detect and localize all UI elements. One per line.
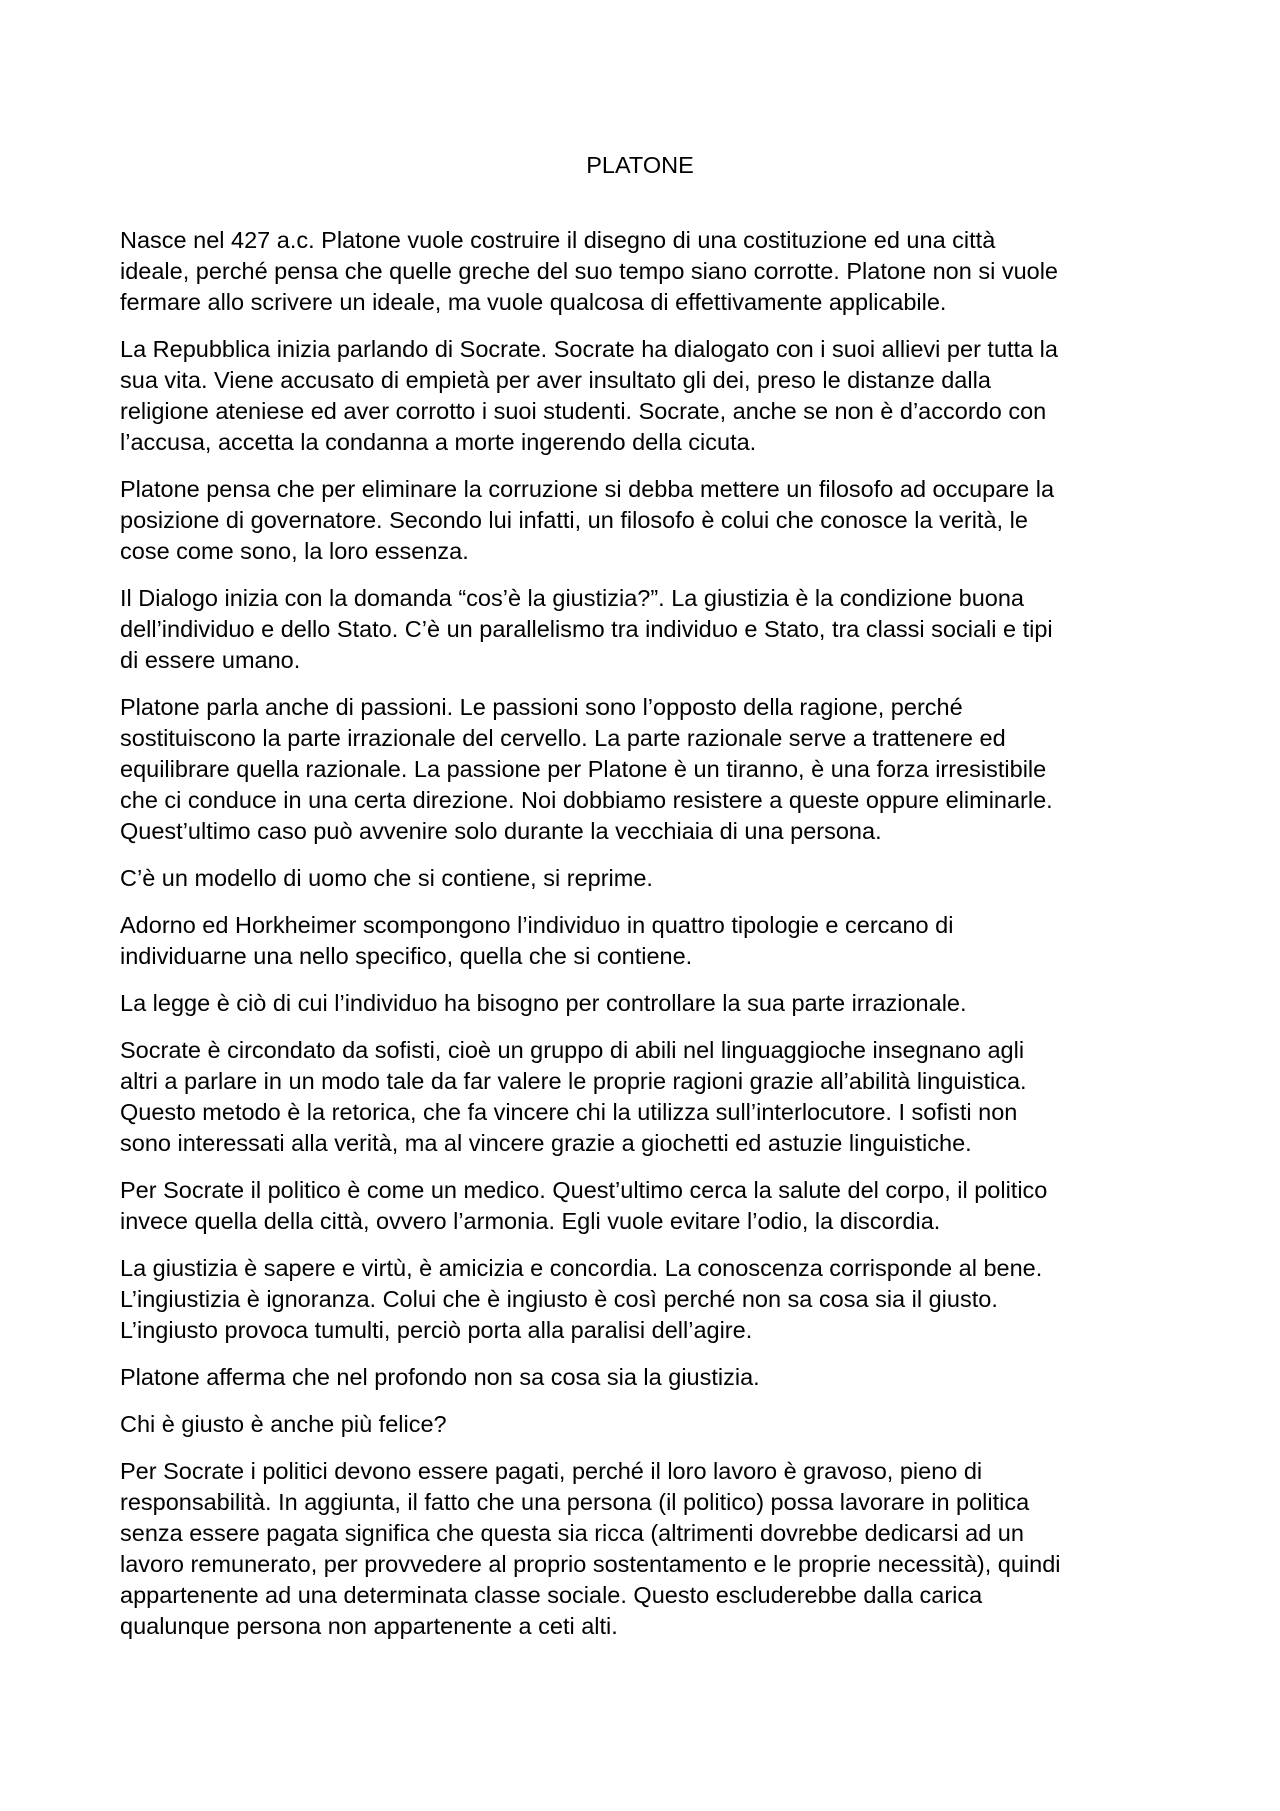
paragraph-1: Nasce nel 427 a.c. Platone vuole costruire il disegno di una costituzione ed una città ideale, perché pensa che quelle greche del suo tempo siano corrotte. Platone non si vuole fermare allo scrivere un ideale, ma vuole qualcosa di effettivamente applicabile. — [120, 227, 1059, 315]
paragraph-13: Chi è giusto è anche più felice? — [120, 1411, 447, 1437]
paragraph-11: La giustizia è sapere e virtù, è amicizia e concordia. La conoscenza corrisponde al bene. L’ingiustizia è ignoranza. Colui che è ingiusto è così perché non sa cosa sia il giusto. L’ingiusto provoca tumulti, perciò porta alla paralisi dell’agire. — [120, 1255, 1043, 1343]
paragraph-10: Per Socrate il politico è come un medico. Quest’ultimo cerca la salute del corpo, il politico invece quella della città, ovvero l’armonia. Egli vuole evitare l’odio, la discordia. — [120, 1177, 1048, 1234]
paragraph-3: Platone pensa che per eliminare la corruzione si debba mettere un filosofo ad occupare la posizione di governatore. Secondo lui infatti, un filosofo è colui che conosce la verità, le cose come sono, la loro essenza. — [120, 476, 1055, 564]
document-body — [120, 225, 1160, 1658]
paragraph-14: Per Socrate i politici devono essere pagati, perché il loro lavoro è gravoso, pieno di responsabilità. In aggiunta, il fatto che una persona (il politico) possa lavorare in politica senza essere pagata significa che questa sia ricca (altrimenti dovrebbe dedicarsi ad un lavoro remunerato, per provvedere al proprio sostentamento e le proprie necessità), quindi appartenente ad una determinata classe sociale. Questo escluderebbe dalla carica qualunque persona non appartenente a ceti alti. — [120, 1458, 1061, 1639]
paragraph-4: Il Dialogo inizia con la domanda “cos’è la giustizia?”. La giustizia è la condizione buona dell’individuo e dello Stato. C’è un parallelismo tra individuo e Stato, tra classi sociali e tipi di essere umano. — [120, 585, 1053, 673]
paragraph-2: La Repubblica inizia parlando di Socrate. Socrate ha dialogato con i suoi allievi per tutta la sua vita. Viene accusato di empietà per aver insultato gli dei, preso le distanze dalla religione ateniese ed aver corrotto i suoi studenti. Socrate, anche se non è d’accordo con l’accusa, accetta la condanna a morte ingerendo della cicuta. — [120, 336, 1058, 455]
paragraph-12: Platone afferma che nel profondo non sa cosa sia la giustizia. — [120, 1364, 760, 1390]
paragraph-5: Platone parla anche di passioni. Le passioni sono l’opposto della ragione, perché sostituiscono la parte irrazionale del cervello. La parte razionale serve a trattenere ed equilibrare quella razionale. La passione per Platone è un tiranno, è una forza irresistibile che ci conduce in una certa direzione. Noi dobbiamo resistere a queste oppure eliminarle. Quest’ultimo caso può avvenire solo durante la vecchiaia di una persona. — [120, 694, 1053, 844]
page-title: PLATONE — [586, 152, 694, 178]
paragraph-7: Adorno ed Horkheimer scompongono l’individuo in quattro tipologie e cercano di individuarne una nello specifico, quella che si contiene. — [120, 912, 954, 969]
paragraph-6: C’è un modello di uomo che si contiene, si reprime. — [120, 865, 653, 891]
paragraph-9: Socrate è circondato da sofisti, cioè un gruppo di abili nel linguaggioche insegnano agli altri a parlare in un modo tale da far valere le proprie ragioni grazie all’abilità linguistica. Questo metodo è la retorica, che fa vincere chi la utilizza sull’interlocutore. I sofisti non sono interessati alla verità, ma al vincere grazie a giochetti ed astuzie linguistiche. — [120, 1037, 1027, 1156]
paragraph-8: La legge è ciò di cui l’individuo ha bisogno per controllare la sua parte irrazionale. — [120, 990, 967, 1016]
